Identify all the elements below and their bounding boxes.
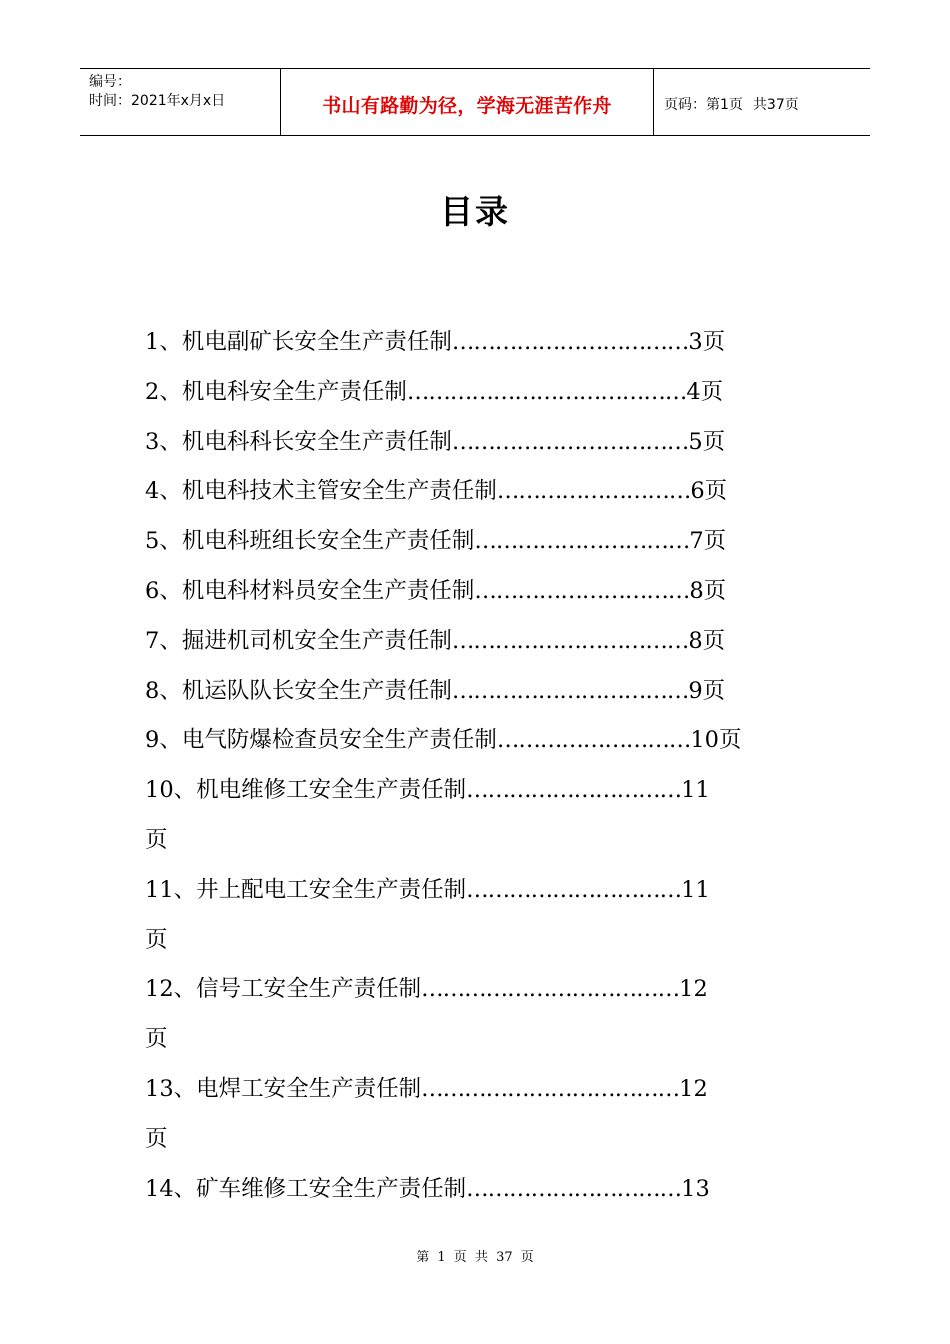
document-time-label: 时间：2021年x月x日: [89, 93, 226, 109]
toc-item-page: 6页: [690, 478, 728, 505]
toc-item-label: 页: [145, 1026, 168, 1053]
toc-item-page: 4页: [686, 378, 724, 405]
toc-item-page: 12: [679, 976, 708, 1003]
header-total-info: 共37页: [752, 97, 799, 113]
toc-item: [145, 1065, 815, 1115]
toc-item-page: 5页: [688, 428, 726, 455]
toc-item-page: 9页: [688, 677, 726, 704]
toc-item-page: 11: [681, 876, 710, 903]
toc-item-label: 10、机电维修工安全生产责任制: [145, 777, 467, 804]
toc-item-label: 页: [145, 926, 168, 953]
toc-item: [145, 916, 815, 966]
toc-item-leader-dots: ………………………………: [421, 976, 680, 1003]
toc-item-label: 6、机电科材料员安全生产责任制: [145, 577, 475, 604]
toc-item: [145, 965, 815, 1015]
toc-item: [145, 1165, 815, 1215]
footer-total-number: 37: [496, 1250, 513, 1265]
toc-item: [145, 816, 815, 866]
footer-page-number: 1: [437, 1250, 446, 1265]
toc-item-leader-dots: …………………………: [474, 528, 690, 555]
header-page-cell: [654, 69, 870, 135]
toc-item: [145, 318, 815, 368]
toc-item-page: 10页: [690, 727, 742, 754]
toc-item-leader-dots: …………………………: [466, 876, 682, 903]
toc-item-leader-dots: ………………………………: [421, 1075, 680, 1102]
document-header: [80, 68, 870, 136]
toc-item: [145, 567, 815, 617]
page-title: 目录: [440, 192, 510, 231]
toc-item-page: 3页: [688, 329, 726, 355]
toc-item-label: 5、机电科班组长安全生产责任制: [145, 528, 475, 555]
toc-item-leader-dots: …………………………: [474, 577, 690, 604]
toc-item-leader-dots: …………………………………: [406, 378, 687, 405]
toc-item-label: 2、机电科安全生产责任制: [145, 378, 407, 405]
toc-item: [145, 866, 815, 916]
toc-item-page: 8页: [688, 627, 726, 654]
toc-item: [145, 716, 815, 766]
toc-item-leader-dots: ………………………: [496, 727, 691, 754]
toc-item-label: 14、矿车维修工安全生产责任制: [145, 1175, 467, 1202]
header-motto-cell: [281, 69, 654, 135]
header-page-info: 页码：第1页: [664, 97, 743, 113]
toc-item-label: 3、机电科科长安全生产责任制: [145, 428, 452, 455]
toc-item-leader-dots: …………………………: [466, 1175, 682, 1202]
toc-item: [145, 1115, 815, 1165]
toc-item-label: 13、电焊工安全生产责任制: [145, 1075, 422, 1102]
toc-item-leader-dots: ………………………: [496, 478, 691, 505]
toc-item-label: 页: [145, 1125, 168, 1152]
toc-item-label: 8、机运队队长安全生产责任制: [145, 677, 452, 704]
footer-first: 第: [416, 1250, 430, 1265]
toc-item-label: 1、机电副矿长安全生产责任制: [145, 329, 452, 355]
toc-item: [145, 467, 815, 517]
document-number-label: 编号：: [89, 74, 131, 90]
toc-item-page: 13: [681, 1175, 710, 1202]
toc-item-leader-dots: ……………………………: [451, 627, 689, 654]
footer-total-unit: 页: [520, 1250, 534, 1265]
table-of-contents: [145, 318, 815, 1214]
toc-item-page: 8页: [689, 577, 727, 604]
toc-item-label: 4、机电科技术主管安全生产责任制: [145, 478, 497, 505]
toc-item-page: 7页: [689, 528, 727, 555]
page-footer: [0, 1246, 950, 1265]
toc-item-page: 11: [681, 777, 710, 804]
footer-total-prefix: 共: [474, 1250, 488, 1265]
toc-item-page: 12: [679, 1075, 708, 1102]
header-motto: 书山有路勤为径，学海无涯苦作舟: [322, 94, 612, 117]
toc-item-leader-dots: …………………………: [466, 777, 682, 804]
toc-item: [145, 418, 815, 468]
toc-item-label: 9、电气防爆检查员安全生产责任制: [145, 727, 497, 754]
toc-item-label: 12、信号工安全生产责任制: [145, 976, 422, 1003]
toc-item: [145, 617, 815, 667]
toc-item: [145, 667, 815, 717]
toc-item-leader-dots: ……………………………: [451, 677, 689, 704]
toc-item: [145, 1015, 815, 1065]
header-meta-cell: [80, 69, 281, 135]
toc-item-leader-dots: ……………………………: [451, 329, 689, 355]
toc-item-leader-dots: ……………………………: [451, 428, 689, 455]
toc-item: [145, 766, 815, 816]
toc-item-label: 页: [145, 826, 168, 853]
toc-item: [145, 368, 815, 418]
toc-item-label: 11、井上配电工安全生产责任制: [145, 876, 467, 903]
toc-item: [145, 517, 815, 567]
toc-item-label: 7、掘进机司机安全生产责任制: [145, 627, 452, 654]
footer-page-unit: 页: [453, 1250, 467, 1265]
